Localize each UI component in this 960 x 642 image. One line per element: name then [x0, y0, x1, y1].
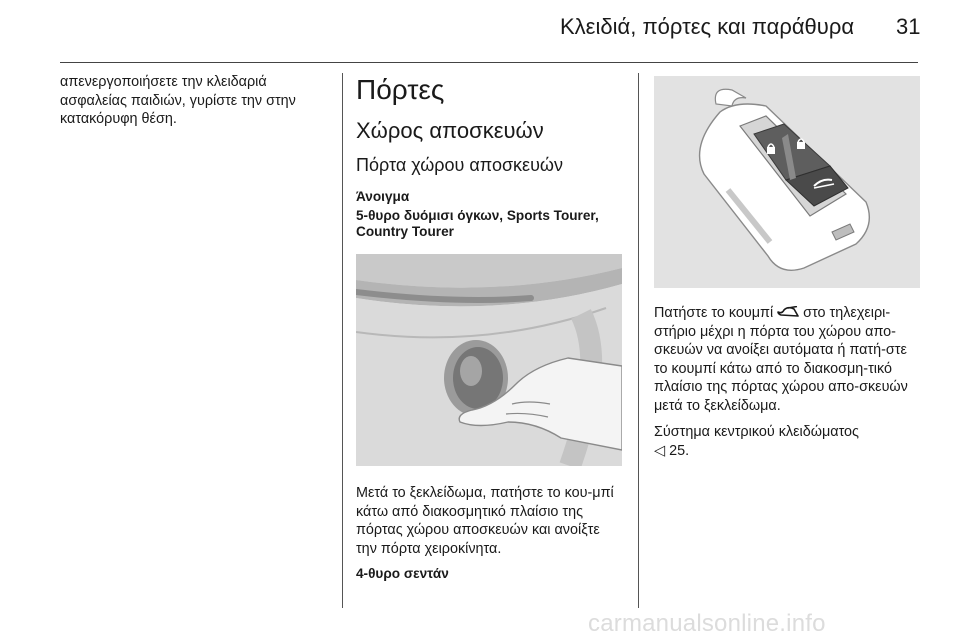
- running-header-title: Κλειδιά, πόρτες και παράθυρα: [560, 14, 855, 39]
- remote-opening-instructions: [654, 304, 920, 415]
- remote-key-drawing: [654, 76, 920, 288]
- page-reference-arrow-icon: ◁: [654, 442, 666, 459]
- header-divider: [60, 62, 918, 63]
- trunk-release-illustration: [356, 254, 622, 466]
- continued-paragraph: απενεργοποιήσετε την κλειδαριά ασφαλείας παιδιών, γυρίστε την στην κατακόρυφη θέση.: [60, 74, 296, 127]
- column-divider-2: [638, 73, 639, 608]
- subheading-hatchback-variants: 5-θυρο δυόμισι όγκων, Sports Tourer, Country Tourer: [356, 208, 599, 239]
- page-number: 31: [896, 14, 921, 39]
- section-heading-luggage-space: Χώρος αποσκευών: [356, 118, 544, 143]
- section-heading-tailgate: Πόρτα χώρου αποσκευών: [356, 155, 563, 175]
- remote-key-illustration: [654, 76, 920, 288]
- subheading-sedan: 4-θυρο σεντάν: [356, 566, 449, 581]
- cross-reference-title: Σύστημα κεντρικού κλειδώματος: [654, 424, 859, 440]
- car-trunk-icon: [777, 306, 799, 318]
- subheading-opening: Άνοιγμα: [356, 189, 410, 204]
- remote-instructions-rest: στο τηλεχειρι-στήριο μέχρι η πόρτα του χώρου απο-σκευών να ανοίξει αυτόματα ή πατή-στε το κουμπί κάτω από το διακοσμη-τικό πλαίσιο της πόρτας χώρου απο-σκευών μετά το ξεκλείδωμα.: [654, 305, 908, 414]
- trunk-opening-instructions: Μετά το ξεκλείδωμα, πατήστε το κου-μπί κάτω από διακοσμητικό πλαίσιο της πόρτας χώρου αποσκευών και ανοίξτε την πόρτα χειροκίνητα.: [356, 485, 614, 557]
- column-left: [60, 73, 332, 129]
- trunk-hand-drawing: [356, 254, 622, 466]
- cross-reference-paragraph: [654, 423, 920, 460]
- column-right: [654, 76, 920, 460]
- site-watermark: carmanualsonline.info: [588, 610, 826, 637]
- section-heading-doors: Πόρτες: [356, 74, 445, 105]
- remote-instructions-lead: Πατήστε το κουμπί: [654, 305, 778, 321]
- column-middle: [356, 73, 622, 582]
- cross-reference-page[interactable]: 25.: [669, 442, 690, 459]
- column-divider-1: [342, 73, 343, 608]
